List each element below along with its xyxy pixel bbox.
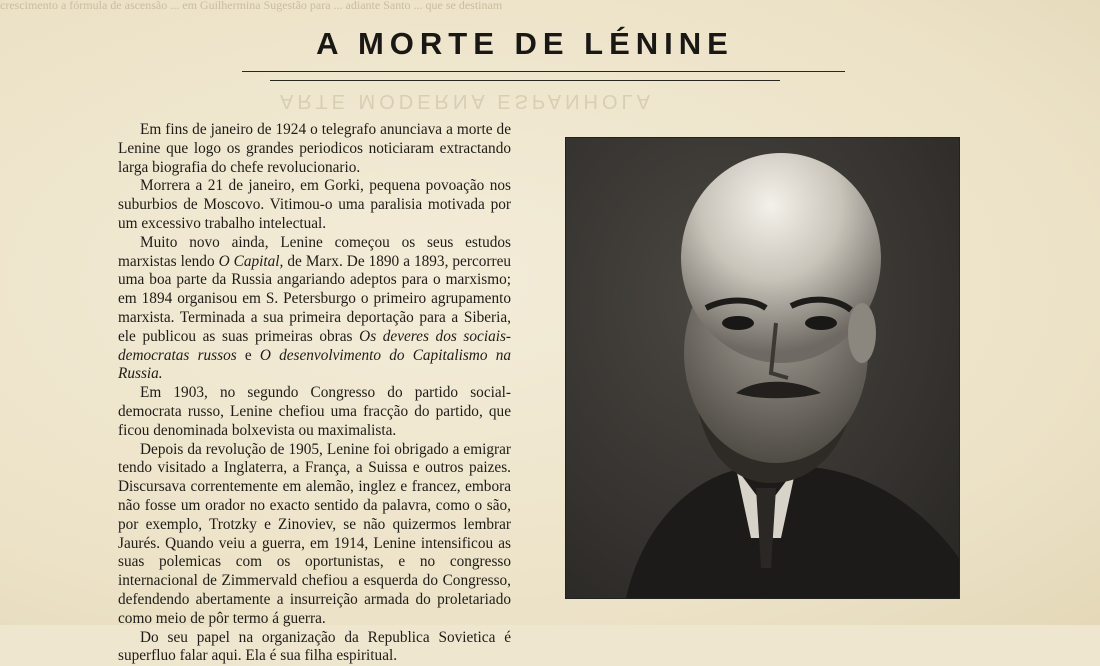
book-title-desenvolvimento: O desenvolvimento do Capitalismo na Russia. — [118, 346, 511, 383]
paragraph-1 — [118, 121, 511, 177]
paragraph-5: Depois da revolução de 1905, Lenine foi obrigado a emigrar tendo visitado a Inglaterra, a França, a Suissa e outros paizes. Discursava correntemente em alemão, inglez e francez, embora não fosse um orador no exacto sentido da palavra, como o são, por exemplo, Trotzky e Zinoviev, se não quizermos lembrar Jaurés. Quando veiu a guerra, em 1914, Lenine intensificou as suas polemicas com os oportunistas, e no congresso internacional de Zimmervald chefiou a esquerda do Congresso, defendendo abertamente a insurreição armada do proletariado como meio de pôr termo á guerra. — [118, 440, 511, 627]
paragraph-2: Morrera a 21 de janeiro, em Gorki, pequena povoação nos suburbios de Moscovo. Vitimou-o uma paralisia motivada por um excessivo trabalho intelectual. — [118, 177, 511, 232]
paragraph-1-text: Em fins de janeiro de 1924 o telegrafo anunciava a morte de Lenine que logo os grandes periodicos noticiaram extractando larga biografia do chefe revolucionario. — [118, 121, 511, 176]
p3-text-a: Muito novo ainda, Lenine começou os seus estudos marxistas lendo — [118, 233, 511, 270]
p3-text-b: de Marx. De 1890 a 1893, percorreu uma boa parte da Russia angariando adeptos para o marxismo; em 1894 organisou em S. Petersburgo o primeiro agrupamento marxista. Terminada a sua primeira deportação para a Siberia, ele publicou as suas primeiras obras — [118, 252, 512, 345]
book-title-capital: O Capital, — [218, 252, 284, 270]
title-rule-bottom — [270, 80, 780, 81]
show-through-heading: ARTE MODERNA ESPANHOLA — [280, 90, 654, 112]
portrait-photo-icon — [566, 138, 959, 598]
paragraph-3 — [118, 234, 511, 384]
p3-text-c: e — [236, 346, 260, 364]
bleed-through-text: crescimento a fórmula de ascensão ... em Guilhermina Sugestão para ... adiante Santo ... que se destinam — [0, 0, 503, 12]
portrait-photo — [565, 137, 960, 599]
paragraph-6: Do seu papel na organização da Republica Sovietica é superfluo falar aqui. Ela é sua filha espiritual. — [118, 628, 511, 665]
article-body — [118, 121, 511, 666]
book-title-deveres: Os deveres dos sociais-democratas russos — [118, 327, 512, 364]
title-rule-top — [242, 71, 845, 72]
article-title: A MORTE DE LÉNINE — [316, 26, 734, 61]
paragraph-4: Em 1903, no segundo Congresso do partido social-democrata russo, Lenine chefiou uma fracção do partido, que ficou denominada bolxevista ou maximalista. — [118, 384, 511, 439]
